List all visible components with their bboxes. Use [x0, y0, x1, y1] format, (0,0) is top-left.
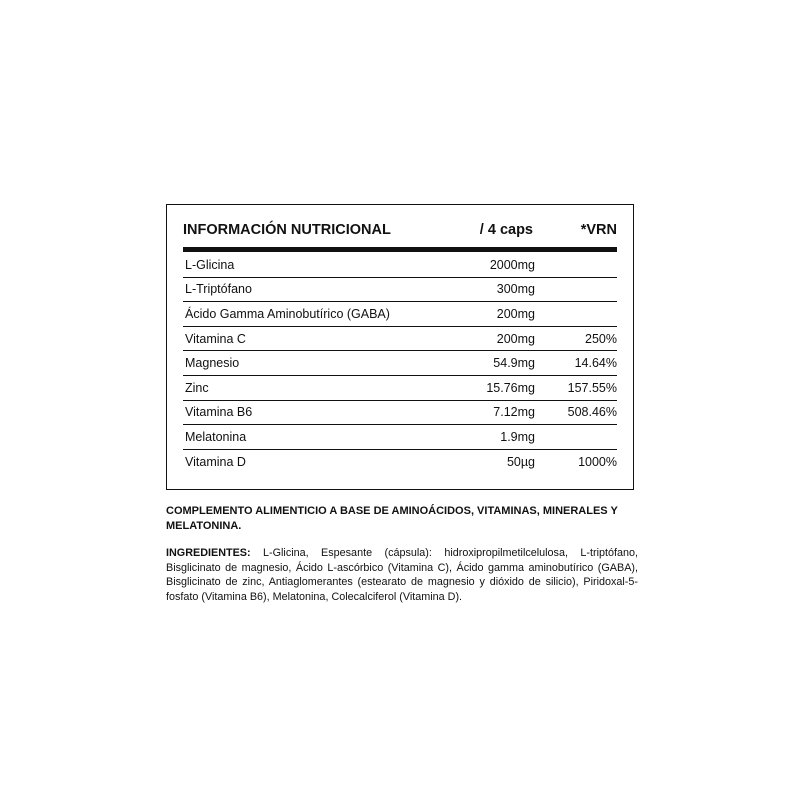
- nutrient-amount: 1.9mg: [500, 429, 535, 444]
- table-header: [183, 217, 617, 243]
- ingredients-block: [166, 546, 638, 605]
- nutrient-amount: 2000mg: [489, 257, 535, 272]
- nutrient-vrn: 508.46%: [567, 405, 617, 420]
- nutrient-amount: 54.9mg: [493, 356, 535, 371]
- nutrient-name: L-Triptófano: [185, 282, 252, 297]
- nutrient-amount: 200mg: [496, 331, 535, 346]
- ingredients-text: L-Glicina, Espesante (cápsula): hidroxipropilmetilcelulosa, L-triptófano, Bisglicinato de magnesio, Ácido L-ascórbico (Vitamina C), Ácido gamma aminobutírico (GABA), Bisglicinato de zinc, Antiaglomerantes (estearato de magnesio y dióxido de silicio), Piridoxal-5-fosfato (Vitamina B6), Melatonina, Colecalciferol (Vitamina D).: [166, 547, 638, 604]
- nutrient-amount: 7.12mg: [493, 405, 535, 420]
- table-row: [183, 450, 617, 475]
- nutrient-name: Magnesio: [185, 356, 240, 371]
- table-title: INFORMACIÓN NUTRICIONAL: [183, 222, 391, 238]
- table-row: [183, 376, 617, 401]
- header-divider: [183, 247, 617, 252]
- nutrient-name: Zinc: [185, 380, 209, 395]
- nutrient-amount: 200mg: [496, 306, 535, 321]
- nutrient-name: Vitamina C: [185, 331, 246, 346]
- table-body: [183, 253, 617, 474]
- nutrient-amount: 300mg: [496, 282, 535, 297]
- nutrition-table: [166, 204, 634, 490]
- nutrient-name: Ácido Gamma Aminobutírico (GABA): [185, 306, 390, 321]
- table-row: [183, 253, 617, 278]
- nutrient-amount: 50µg: [506, 455, 535, 470]
- vrn-header: *VRN: [580, 222, 617, 238]
- ingredients-label: INGREDIENTES:: [166, 547, 251, 559]
- nutrient-name: Melatonina: [185, 429, 247, 444]
- table-row: [183, 278, 617, 303]
- nutrient-vrn: 157.55%: [567, 380, 617, 395]
- nutrient-name: Vitamina B6: [185, 405, 253, 420]
- nutrient-vrn: 1000%: [578, 455, 617, 470]
- nutrient-name: L-Glicina: [185, 257, 235, 272]
- table-row: [183, 302, 617, 327]
- per-serving-header: / 4 caps: [479, 222, 533, 238]
- product-description: COMPLEMENTO ALIMENTICIO A BASE DE AMINOÁCIDOS, VITAMINAS, MINERALES Y MELATONINA.: [166, 505, 618, 532]
- nutrient-vrn: 250%: [585, 331, 617, 346]
- table-row: [183, 327, 617, 352]
- nutrient-name: Vitamina D: [185, 455, 246, 470]
- table-row: [183, 401, 617, 426]
- nutrient-vrn: 14.64%: [574, 356, 617, 371]
- nutrient-amount: 15.76mg: [486, 380, 535, 395]
- table-row: [183, 425, 617, 450]
- table-row: [183, 351, 617, 376]
